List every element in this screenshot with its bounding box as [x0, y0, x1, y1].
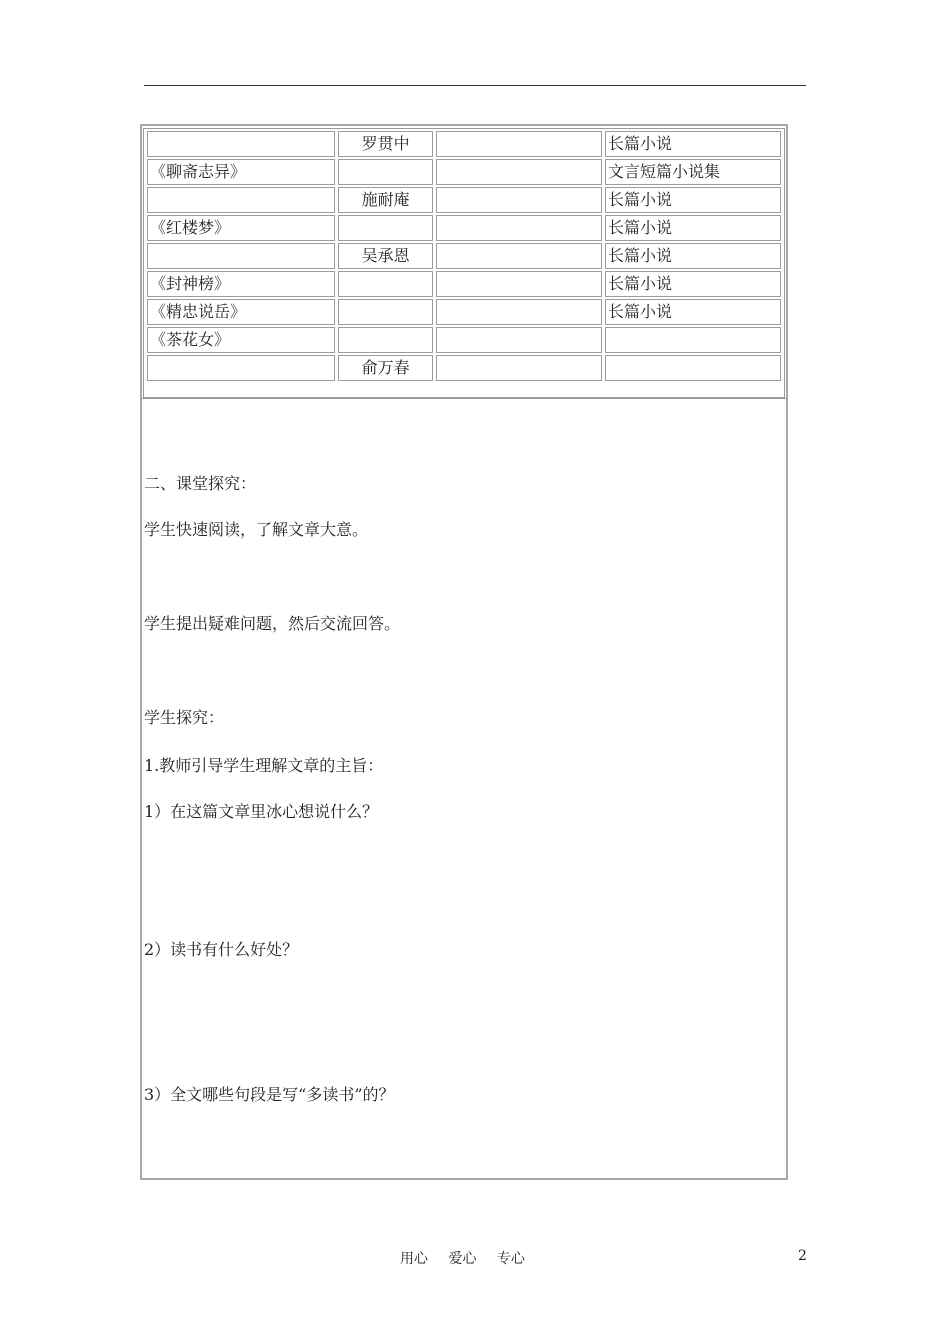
novel-title-cell: 《聊斋志异》 [147, 159, 335, 185]
question-1: 1）在这篇文章里冰心想说什么？ [144, 802, 379, 821]
footer-slogan [400, 1248, 541, 1268]
genre-cell: 长篇小说 [605, 299, 781, 325]
era-cell [436, 327, 602, 353]
genre-cell: 长篇小说 [605, 215, 781, 241]
author-cell [338, 215, 433, 241]
table-row [147, 327, 781, 353]
table-row [147, 215, 781, 241]
genre-cell: 长篇小说 [605, 243, 781, 269]
novel-title-cell: 《茶花女》 [147, 327, 335, 353]
genre-cell: 文言短篇小说集 [605, 159, 781, 185]
page-number: 2 [798, 1248, 807, 1264]
novel-table [144, 129, 784, 383]
era-cell [436, 299, 602, 325]
table-row [147, 243, 781, 269]
novel-title-cell: 《红楼梦》 [147, 215, 335, 241]
genre-cell: 长篇小说 [605, 131, 781, 157]
era-cell [436, 271, 602, 297]
author-cell [338, 327, 433, 353]
footer-slogan-2: 爱心 [448, 1251, 477, 1267]
era-cell [436, 355, 602, 381]
genre-cell [605, 327, 781, 353]
genre-cell: 长篇小说 [605, 187, 781, 213]
table-row [147, 271, 781, 297]
novel-title-cell [147, 355, 335, 381]
table-row [147, 131, 781, 157]
header-rule [144, 85, 806, 86]
table-bottom-rule [142, 398, 786, 399]
section-heading: 二、课堂探究： [144, 474, 257, 493]
list-item-1: 1.教师引导学生理解文章的主旨： [144, 756, 384, 775]
author-cell [338, 271, 433, 297]
era-cell [436, 159, 602, 185]
novel-title-cell: 《封神榜》 [147, 271, 335, 297]
footer-slogan-3: 专心 [496, 1251, 525, 1267]
paragraph-ask: 学生提出疑难问题，然后交流回答。 [144, 614, 401, 633]
author-cell [338, 299, 433, 325]
author-cell: 施耐庵 [338, 187, 433, 213]
table-row [147, 299, 781, 325]
genre-cell [605, 355, 781, 381]
question-2: 2）读书有什么好处？ [144, 940, 299, 959]
paragraph-read: 学生快速阅读，了解文章大意。 [144, 520, 369, 539]
author-cell: 罗贯中 [338, 131, 433, 157]
footer-slogan-1: 用心 [400, 1251, 428, 1267]
era-cell [436, 243, 602, 269]
author-cell: 吴承恩 [338, 243, 433, 269]
author-cell: 俞万春 [338, 355, 433, 381]
table-row [147, 187, 781, 213]
novel-title-cell [147, 187, 335, 213]
table-row [147, 355, 781, 381]
novel-title-cell [147, 131, 335, 157]
novel-title-cell [147, 243, 335, 269]
paragraph-explore: 学生探究： [144, 708, 225, 727]
author-cell [338, 159, 433, 185]
era-cell [436, 131, 602, 157]
novel-table-container [143, 128, 785, 398]
table-row [147, 159, 781, 185]
era-cell [436, 215, 602, 241]
novel-title-cell: 《精忠说岳》 [147, 299, 335, 325]
era-cell [436, 187, 602, 213]
genre-cell: 长篇小说 [605, 271, 781, 297]
question-3: 3）全文哪些句段是写“多读书”的？ [144, 1085, 395, 1104]
